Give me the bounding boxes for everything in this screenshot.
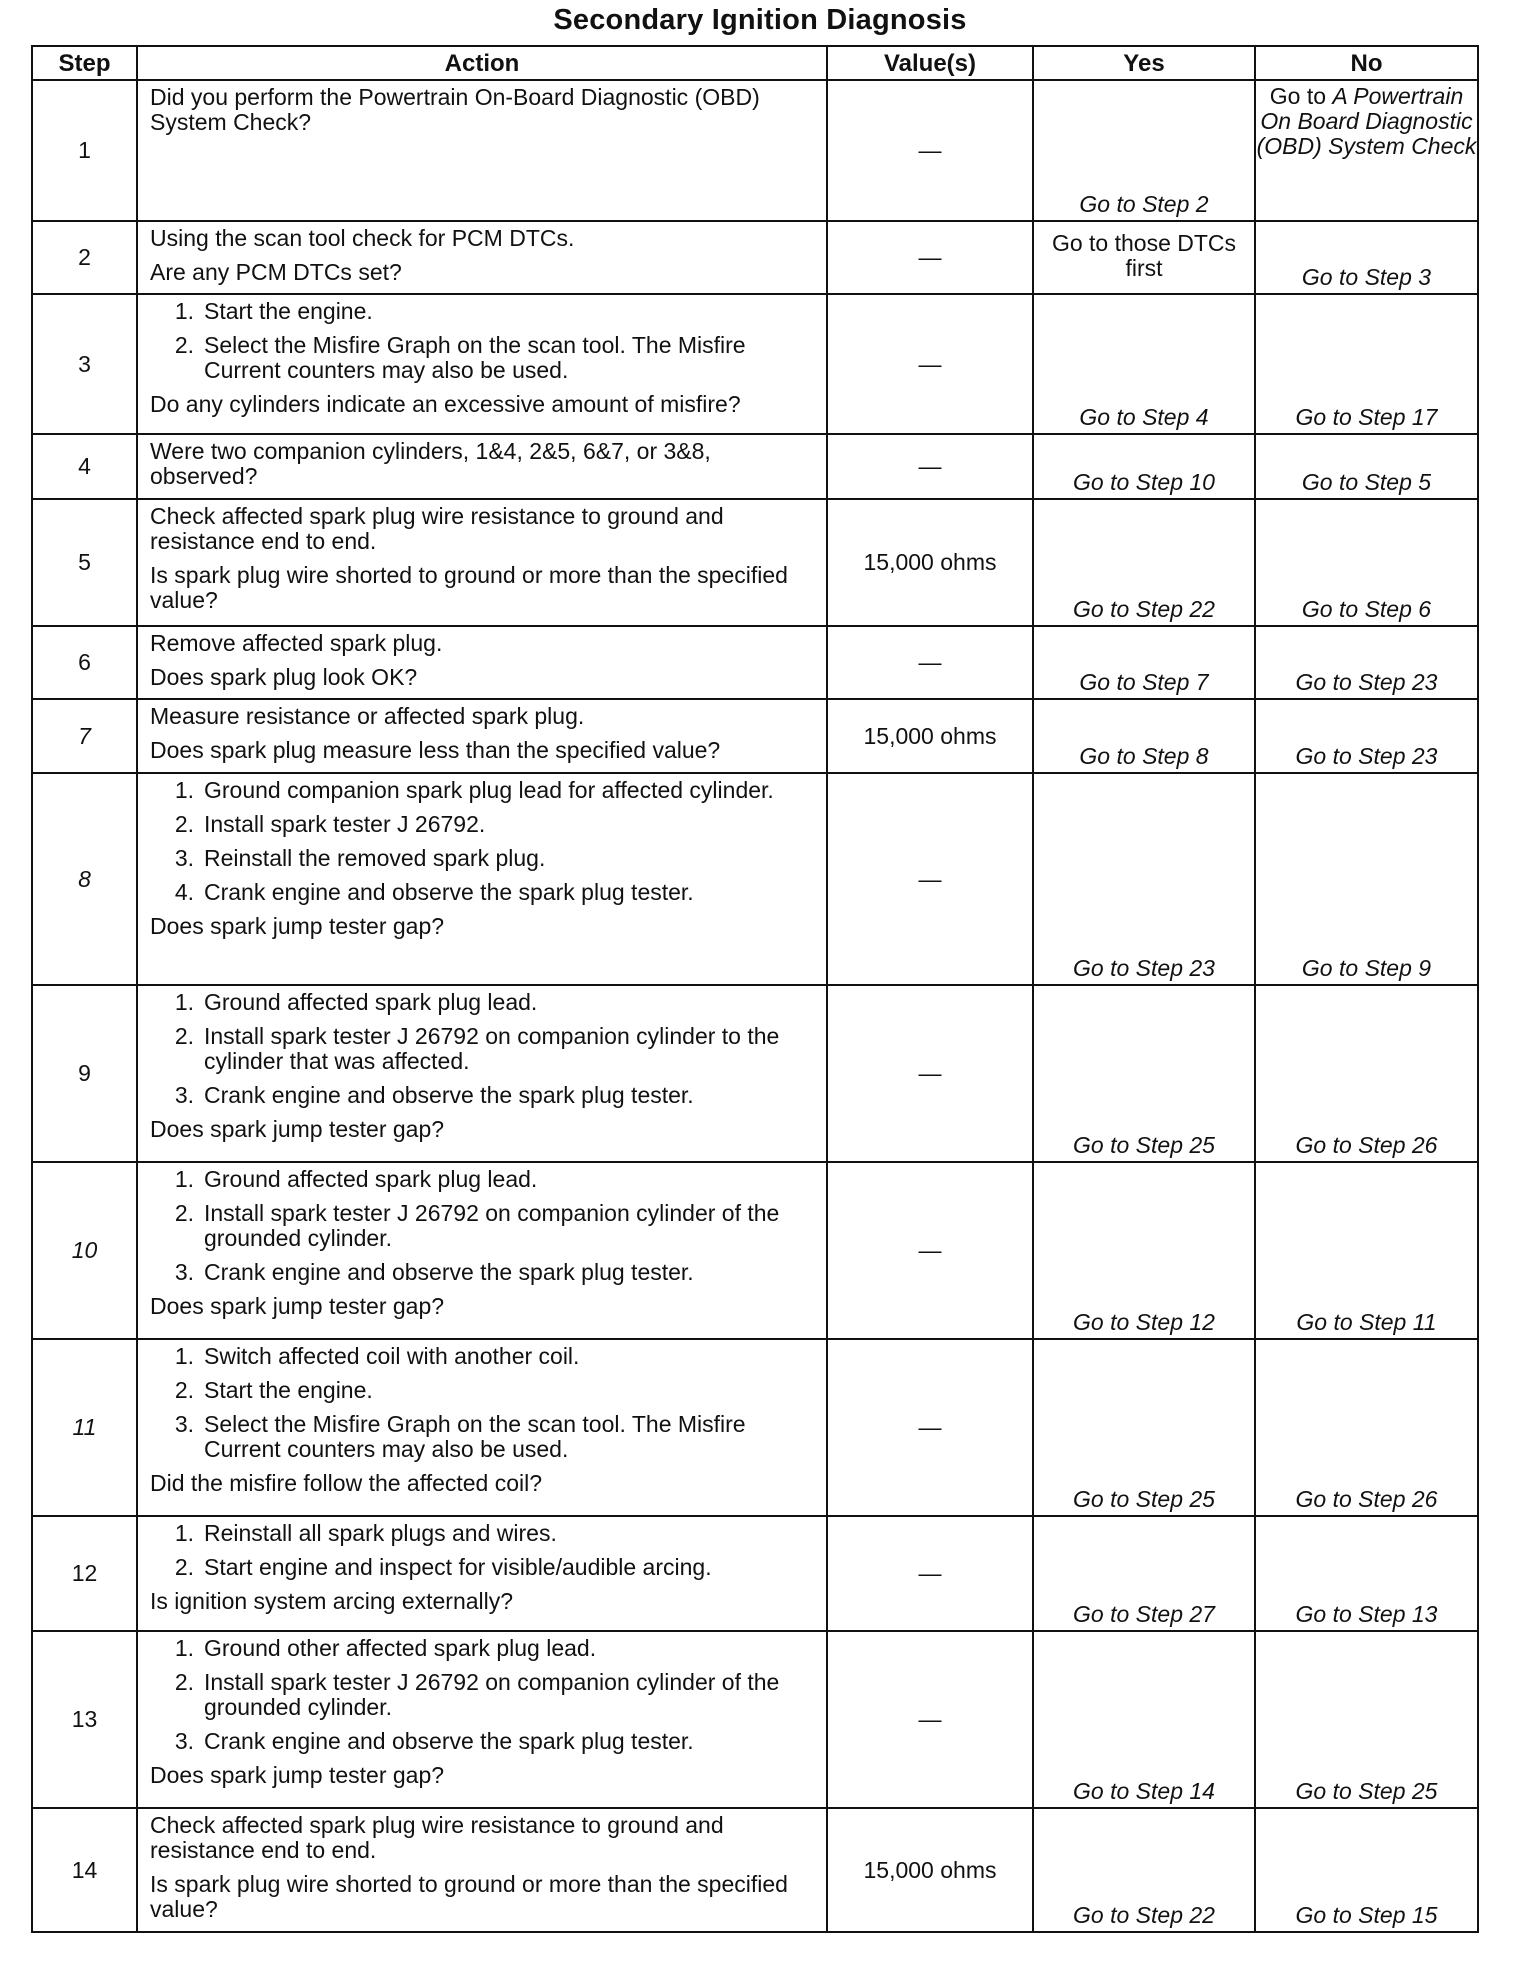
table-row: [32, 294, 1478, 434]
yes-cell: Go to Step 22: [1033, 1808, 1255, 1932]
action-item-number: 1.: [174, 989, 194, 1015]
action-cell: [137, 294, 827, 434]
yes-cell: Go to Step 10: [1033, 434, 1255, 499]
action-item-number: 2.: [174, 332, 194, 358]
action-item-text: Install spark tester J 26792 on companion cylinder of the grounded cylinder.: [204, 1669, 780, 1720]
action-item-text: Install spark tester J 26792 on companion cylinder of the grounded cylinder.: [204, 1200, 780, 1251]
action-list-item: [150, 1024, 814, 1074]
no-cell: [1255, 80, 1478, 221]
table-row: [32, 1631, 1478, 1808]
action-item-number: 3.: [174, 845, 194, 871]
action-item-number: 4.: [174, 879, 194, 905]
table-row: [32, 1339, 1478, 1516]
no-cell: Go to Step 17: [1255, 294, 1478, 434]
action-cell: [137, 80, 827, 221]
no-cell: Go to Step 26: [1255, 985, 1478, 1162]
action-item-number: 1.: [174, 1343, 194, 1369]
action-text: Does spark plug look OK?: [150, 664, 418, 690]
step-cell: 9: [32, 985, 137, 1162]
value-cell: —: [827, 294, 1033, 434]
action-cell: [137, 1162, 827, 1339]
header-no: No: [1255, 46, 1478, 80]
yes-cell: Go to Step 8: [1033, 699, 1255, 773]
action-text: Is ignition system arcing externally?: [150, 1588, 514, 1614]
step-cell: 10: [32, 1162, 137, 1339]
table-row: [32, 626, 1478, 699]
diagnosis-table: [31, 45, 1479, 1933]
action-text: Did the misfire follow the affected coil?: [150, 1470, 543, 1496]
action-text: Does spark plug measure less than the specified value?: [150, 737, 721, 763]
action-item-number: 1.: [174, 1166, 194, 1192]
yes-cell: Go to Step 12: [1033, 1162, 1255, 1339]
action-item-text: Switch affected coil with another coil.: [204, 1343, 580, 1369]
action-list-item: [150, 1201, 814, 1251]
no-cell: Go to Step 6: [1255, 499, 1478, 626]
no-cell: Go to Step 11: [1255, 1162, 1478, 1339]
action-item-number: 2.: [174, 1023, 194, 1049]
action-item-number: 1.: [174, 1520, 194, 1546]
action-text: Is spark plug wire shorted to ground or more than the specified value?: [150, 1871, 788, 1922]
action-text: Remove affected spark plug.: [150, 630, 443, 656]
action-text: Does spark jump tester gap?: [150, 913, 445, 939]
no-cell-lead: Go to: [1269, 83, 1333, 109]
action-cell: [137, 773, 827, 985]
action-text: Using the scan tool check for PCM DTCs.: [150, 225, 575, 251]
value-cell: 15,000 ohms: [827, 1808, 1033, 1932]
action-cell: [137, 499, 827, 626]
action-text: Is spark plug wire shorted to ground or more than the specified value?: [150, 562, 788, 613]
action-item-number: 1.: [174, 298, 194, 324]
action-text: Do any cylinders indicate an excessive amount of misfire?: [150, 391, 741, 417]
value-cell: —: [827, 221, 1033, 294]
no-cell: Go to Step 9: [1255, 773, 1478, 985]
step-cell: 12: [32, 1516, 137, 1631]
step-cell: 6: [32, 626, 137, 699]
action-item-text: Ground affected spark plug lead.: [204, 989, 538, 1015]
header-step: Step: [32, 46, 137, 80]
value-cell: —: [827, 626, 1033, 699]
action-cell: [137, 1339, 827, 1516]
action-list-item: [150, 1521, 814, 1546]
action-item-number: 2.: [174, 811, 194, 837]
action-item-number: 2.: [174, 1377, 194, 1403]
step-cell: 11: [32, 1339, 137, 1516]
action-cell: [137, 434, 827, 499]
step-cell: 1: [32, 80, 137, 221]
action-item-number: 3.: [174, 1411, 194, 1437]
no-cell: Go to Step 25: [1255, 1631, 1478, 1808]
action-text: Check affected spark plug wire resistance to ground and resistance end to end.: [150, 503, 724, 554]
yes-cell: Go to Step 2: [1033, 80, 1255, 221]
value-cell: —: [827, 1339, 1033, 1516]
action-item-number: 2.: [174, 1669, 194, 1695]
action-item-text: Ground companion spark plug lead for affected cylinder.: [204, 777, 774, 803]
action-text: Does spark jump tester gap?: [150, 1116, 445, 1142]
action-text: Check affected spark plug wire resistance to ground and resistance end to end.: [150, 1812, 724, 1863]
action-item-number: 3.: [174, 1082, 194, 1108]
table-row: [32, 985, 1478, 1162]
step-cell: 7: [32, 699, 137, 773]
action-item-text: Reinstall all spark plugs and wires.: [204, 1520, 557, 1546]
action-item-text: Select the Misfire Graph on the scan tool. The Misfire Current counters may also be used.: [204, 1411, 746, 1462]
action-list-item: [150, 1260, 814, 1285]
value-cell: —: [827, 773, 1033, 985]
action-item-text: Ground other affected spark plug lead.: [204, 1635, 597, 1661]
value-cell: —: [827, 434, 1033, 499]
action-item-number: 1.: [174, 777, 194, 803]
yes-cell: Go to those DTCs first: [1033, 221, 1255, 294]
header-yes: Yes: [1033, 46, 1255, 80]
yes-cell: Go to Step 22: [1033, 499, 1255, 626]
action-item-number: 3.: [174, 1259, 194, 1285]
action-list-item: [150, 1636, 814, 1661]
table-row: [32, 434, 1478, 499]
yes-cell: Go to Step 14: [1033, 1631, 1255, 1808]
action-item-number: 3.: [174, 1728, 194, 1754]
step-cell: 14: [32, 1808, 137, 1932]
no-cell: Go to Step 3: [1255, 221, 1478, 294]
action-text: Does spark jump tester gap?: [150, 1762, 445, 1788]
action-text: Does spark jump tester gap?: [150, 1293, 445, 1319]
value-cell: 15,000 ohms: [827, 699, 1033, 773]
no-cell: Go to Step 5: [1255, 434, 1478, 499]
action-list-item: [150, 812, 814, 837]
value-cell: —: [827, 1631, 1033, 1808]
step-cell: 3: [32, 294, 137, 434]
action-item-text: Ground affected spark plug lead.: [204, 1166, 538, 1192]
action-item-text: Start the engine.: [204, 1377, 373, 1403]
action-list-item: [150, 1167, 814, 1192]
action-item-text: Install spark tester J 26792.: [204, 811, 486, 837]
no-cell: Go to Step 23: [1255, 626, 1478, 699]
action-list-item: [150, 1378, 814, 1403]
action-list-item: [150, 1729, 814, 1754]
step-cell: 5: [32, 499, 137, 626]
action-item-text: Install spark tester J 26792 on companion cylinder to the cylinder that was affected.: [204, 1023, 780, 1074]
action-list-item: [150, 778, 814, 803]
action-item-text: Crank engine and observe the spark plug tester.: [204, 1082, 694, 1108]
yes-cell: Go to Step 25: [1033, 985, 1255, 1162]
action-list-item: [150, 333, 814, 383]
action-list-item: [150, 1555, 814, 1580]
action-text: Did you perform the Powertrain On-Board Diagnostic (OBD) System Check?: [150, 84, 760, 135]
action-list-item: [150, 990, 814, 1015]
action-item-text: Start the engine.: [204, 298, 373, 324]
yes-cell: Go to Step 4: [1033, 294, 1255, 434]
value-cell: —: [827, 80, 1033, 221]
action-item-text: Crank engine and observe the spark plug tester.: [204, 1728, 694, 1754]
no-cell: Go to Step 26: [1255, 1339, 1478, 1516]
value-cell: —: [827, 1516, 1033, 1631]
action-cell: [137, 985, 827, 1162]
table-row: [32, 1516, 1478, 1631]
header-action: Action: [137, 46, 827, 80]
value-cell: —: [827, 1162, 1033, 1339]
action-list-item: [150, 880, 814, 905]
header-values: Value(s): [827, 46, 1033, 80]
table-row: [32, 80, 1478, 221]
table-row: [32, 221, 1478, 294]
value-cell: —: [827, 985, 1033, 1162]
table-row: [32, 699, 1478, 773]
table-row: [32, 1162, 1478, 1339]
action-cell: [137, 699, 827, 773]
action-text: Were two companion cylinders, 1&4, 2&5, 6&7, or 3&8, observed?: [150, 438, 711, 489]
action-list-item: [150, 1083, 814, 1108]
action-list-item: [150, 1670, 814, 1720]
action-cell: [137, 626, 827, 699]
action-list-item: [150, 1344, 814, 1369]
value-cell: 15,000 ohms: [827, 499, 1033, 626]
no-cell: Go to Step 15: [1255, 1808, 1478, 1932]
action-item-text: Start engine and inspect for visible/audible arcing.: [204, 1554, 712, 1580]
step-cell: 2: [32, 221, 137, 294]
yes-cell: Go to Step 23: [1033, 773, 1255, 985]
no-cell: Go to Step 23: [1255, 699, 1478, 773]
table-row: [32, 1808, 1478, 1932]
table-row: [32, 773, 1478, 985]
step-cell: 13: [32, 1631, 137, 1808]
yes-cell: Go to Step 7: [1033, 626, 1255, 699]
action-item-text: Crank engine and observe the spark plug tester.: [204, 1259, 694, 1285]
action-text: Are any PCM DTCs set?: [150, 259, 402, 285]
no-cell-reference: A Powertrain On Board Diagnostic (OBD) System Check: [1256, 83, 1477, 159]
page-title: Secondary Ignition Diagnosis: [553, 4, 967, 36]
action-item-text: Reinstall the removed spark plug.: [204, 845, 546, 871]
action-cell: [137, 1516, 827, 1631]
yes-cell: Go to Step 25: [1033, 1339, 1255, 1516]
table-row: [32, 499, 1478, 626]
step-cell: 8: [32, 773, 137, 985]
action-item-number: 2.: [174, 1554, 194, 1580]
action-list-item: [150, 846, 814, 871]
action-item-text: Crank engine and observe the spark plug tester.: [204, 879, 694, 905]
action-list-item: [150, 1412, 814, 1462]
action-cell: [137, 221, 827, 294]
action-text: Measure resistance or affected spark plug.: [150, 703, 585, 729]
action-item-number: 1.: [174, 1635, 194, 1661]
step-cell: 4: [32, 434, 137, 499]
no-cell: Go to Step 13: [1255, 1516, 1478, 1631]
action-cell: [137, 1631, 827, 1808]
action-item-number: 2.: [174, 1200, 194, 1226]
action-item-text: Select the Misfire Graph on the scan tool. The Misfire Current counters may also be used.: [204, 332, 746, 383]
yes-cell: Go to Step 27: [1033, 1516, 1255, 1631]
action-list-item: [150, 299, 814, 324]
header-row: [32, 46, 1478, 80]
action-cell: [137, 1808, 827, 1932]
